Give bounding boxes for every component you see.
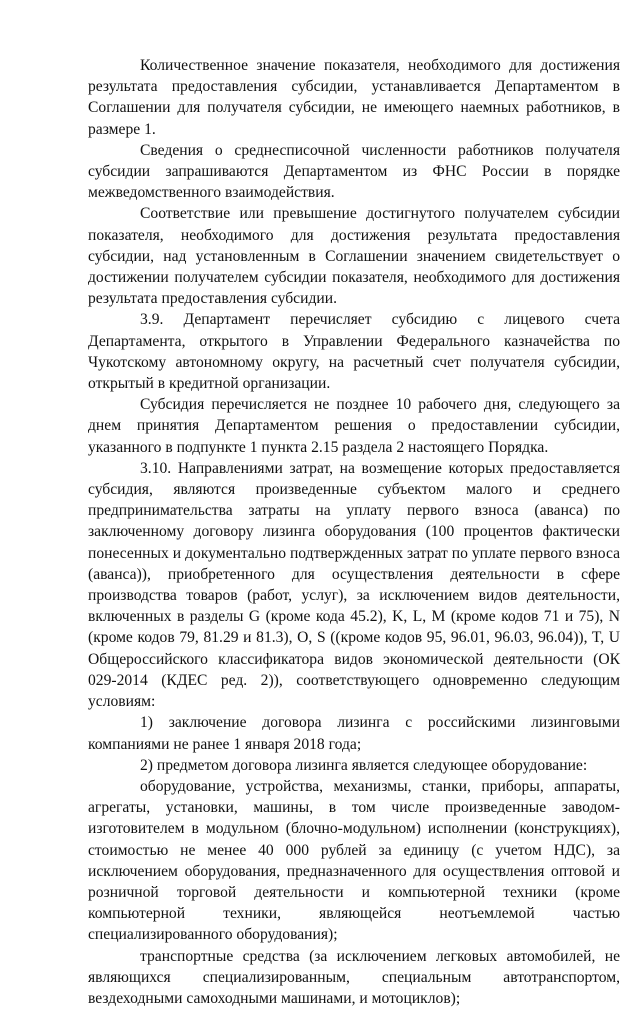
document-page — [88, 55, 620, 1009]
paragraph-equipment: оборудование, устройства, механизмы, станки, приборы, аппараты, агрегаты, установки, машины, в том числе произведенные заводом-изготовителем в модульном (блочно-модульном) исполнении (конструкциях), стоимостью не менее 40 000 рублей за единицу (с учетом НДС), за исключением оборудования, предназначенного для осуществления оптовой и розничной торговой деятельности и компьютерной техники (кроме компьютерной техники, являющейся неотъемлемой частью специализированного оборудования); — [88, 777, 620, 944]
paragraph-clause-3-10: 3.10. Направлениями затрат, на возмещение которых предоставляется субсидия, являются произведенные субъектом малого и среднего предпринимательства затраты на уплату первого взноса (аванса) по заключенному договору лизинга оборудования (100 процентов фактически понесенных и документально подтвержденных затрат по уплате первого взноса (аванса)), приобретенного для осуществления деятельности в сфере производства товаров (работ, услуг), за исключением видов деятельности, включенных в разделы G (кроме кода 45.2), K, L, M (кроме кодов 71 и 75), N (кроме кодов 79, 81.29 и 81.3), O, S ((кроме кодов 95, 96.01, 96.03, 96.04)), T, U Общероссийского классификатора видов экономической деятельности (ОК 029-2014 (КДЕС ред. 2)), соответствующего одновременно следующим условиям: — [88, 459, 620, 711]
paragraph-indicator-compliance: Соответствие или превышение достигнутого получателем субсидии показателя, необходимого для достижения результата предоставления субсидии, над установленным в Соглашении значением свидетельствует о достижении получателем субсидии показателя, необходимого для достижения результата предоставления субсидии. — [88, 205, 620, 308]
paragraph-headcount-info: Сведения о среднесписочной численности работников получателя субсидии запрашиваются Департаментом из ФНС России в порядке межведомственного взаимодействия. — [88, 141, 620, 202]
paragraph-vehicles: транспортные средства (за исключением легковых автомобилей, не являющихся специализированным, специальным автотранспортом, вездеходными самоходными машинами, и мотоциклов); — [88, 947, 620, 1007]
paragraph-transfer-deadline: Субсидия перечисляется не позднее 10 рабочего дня, следующего за днем принятия Департаментом решения о предоставлении субсидии, указанного в подпункте 1 пункта 2.15 раздела 2 настоящего Порядка. — [88, 396, 620, 456]
paragraph-indicator-value: Количественное значение показателя, необходимого для достижения результата предоставления субсидии, устанавливается Департаментом в Соглашении для получателя субсидии, не имеющего наемных работников, в размере 1. — [88, 57, 620, 138]
paragraph-condition-1: 1) заключение договора лизинга с российскими лизинговыми компаниями не ранее 1 января 2018 года; — [88, 714, 620, 753]
paragraph-clause-3-9: 3.9. Департамент перечисляет субсидию с лицевого счета Департамента, открытого в Управлении Федерального казначейства по Чукотскому автономному округу, на расчетный счет получателя субсидии, открытый в кредитной организации. — [88, 311, 620, 393]
paragraph-condition-2: 2) предметом договора лизинга является следующее оборудование: — [140, 756, 588, 774]
